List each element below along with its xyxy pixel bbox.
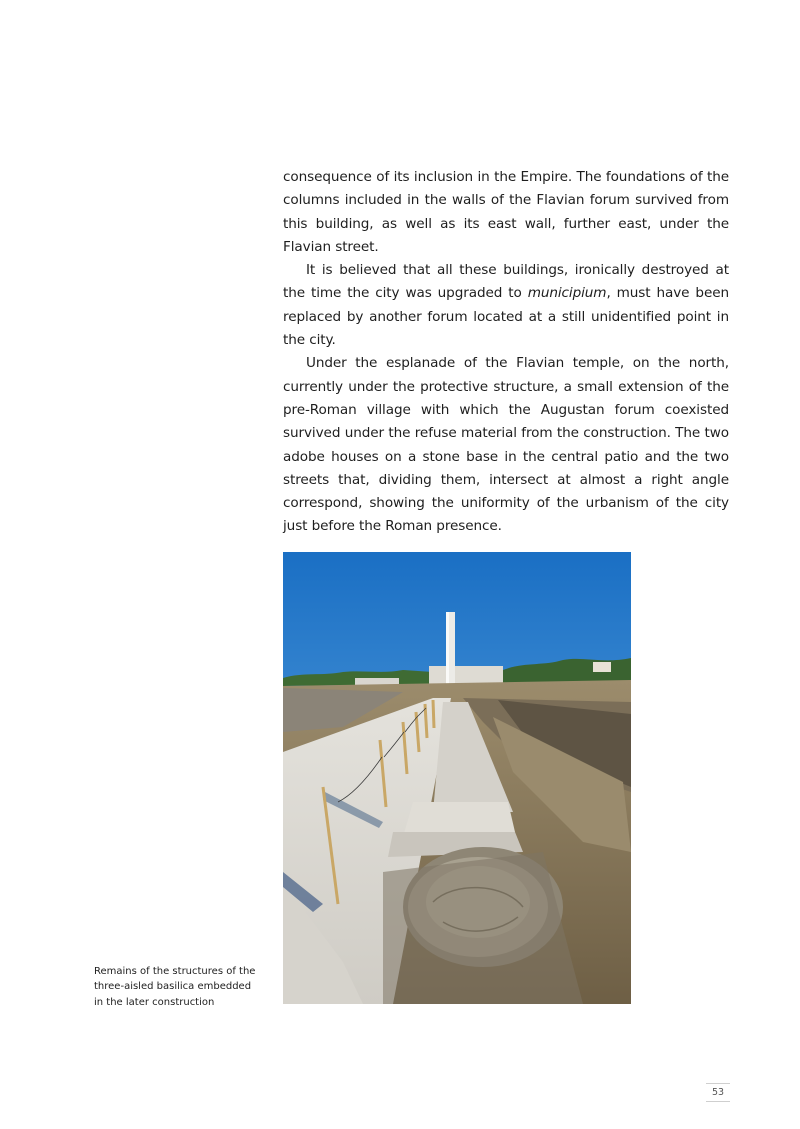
body-text	[283, 166, 729, 539]
paragraph-2-italic: municipium	[527, 285, 607, 302]
photo-caption	[94, 964, 264, 1010]
ruins-photo	[283, 552, 631, 1004]
paragraph-2	[283, 259, 729, 352]
caption-line-3: in the later construction	[94, 996, 215, 1008]
paragraph-3: Under the esplanade of the Flavian temple, on the north, currently under the protective structure, a small extension of the pre-Roman village with which the Augustan forum coexisted survived under the refuse material from the construction. The two adobe houses on a stone base in the central patio and the two streets that, dividing them, intersect at almost a right angle correspond, showing the uniformity of the urbanism of the city just before the Roman presence.	[283, 355, 729, 535]
page-number: 53	[706, 1083, 730, 1102]
caption-line-2: three-aisled basilica embedded	[94, 981, 252, 993]
caption-line-1: Remains of the structures of the	[94, 966, 256, 977]
paragraph-1: consequence of its inclusion in the Empire. The foundations of the columns included in the walls of the Flavian forum survived from this building, as well as its east wall, further east, under the Flavian street.	[283, 169, 729, 255]
paragraph-2-text-a: It is believed that all these buildings, ironically destroyed at the time the city was upgraded to	[283, 262, 729, 302]
paragraph-2-text-b: , must have been replaced by another forum located at a still unidentified point in the city.	[283, 285, 729, 349]
